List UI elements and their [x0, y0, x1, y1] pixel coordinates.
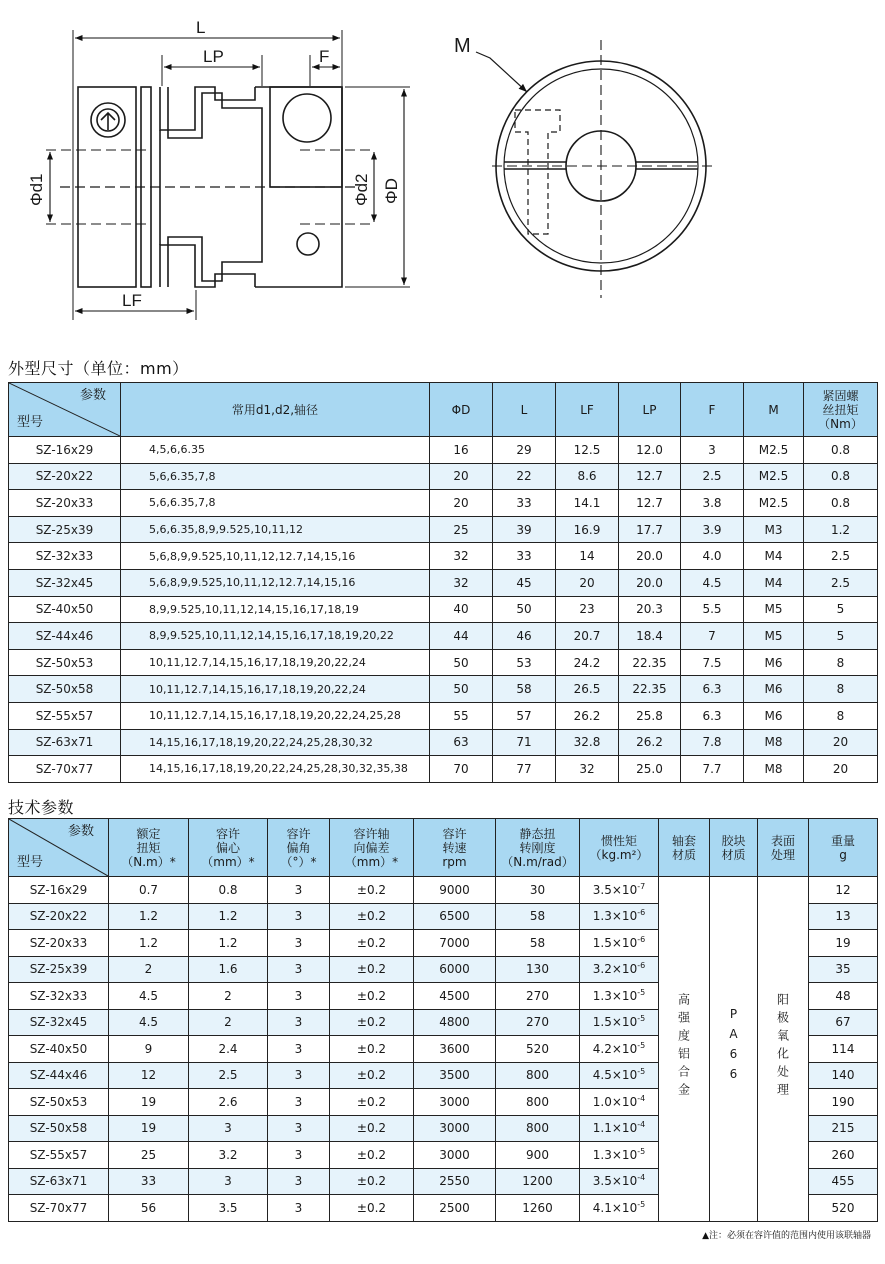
value-cell: 20	[430, 490, 493, 517]
value-cell: 6.3	[681, 676, 744, 703]
value-cell: 0.7	[109, 877, 189, 904]
shaft-diameters-cell: 14,15,16,17,18,19,20,22,24,25,28,30,32	[121, 729, 430, 756]
value-cell: 32	[556, 756, 619, 783]
value-cell: 520	[496, 1036, 580, 1063]
value-cell: 3.2	[189, 1142, 268, 1169]
value-cell: 14.1	[556, 490, 619, 517]
value-cell: 46	[493, 623, 556, 650]
value-cell: 32	[430, 543, 493, 570]
value-cell: 26.2	[556, 702, 619, 729]
value-cell: 3.8	[681, 490, 744, 517]
tech-params-table	[8, 818, 878, 1222]
value-cell: 58	[493, 676, 556, 703]
header-static-stiffness: 静态扭 转刚度 （N.m/rad）	[496, 819, 580, 877]
value-cell: M8	[744, 729, 804, 756]
model-cell: SZ-20x33	[9, 490, 121, 517]
value-cell: M5	[744, 596, 804, 623]
value-cell: 3600	[414, 1036, 496, 1063]
value-cell: 6000	[414, 956, 496, 983]
value-cell: 4800	[414, 1009, 496, 1036]
dimensions-table	[8, 382, 878, 783]
value-cell: 5	[804, 623, 878, 650]
model-cell: SZ-40x50	[9, 1036, 109, 1063]
value-cell: 3	[268, 903, 330, 930]
dimensions-table-title: 外型尺寸（单位：mm）	[8, 359, 189, 378]
weight-cell: 12	[809, 877, 878, 904]
value-cell: 1.2	[804, 516, 878, 543]
weight-cell: 19	[809, 930, 878, 957]
value-cell: 3	[268, 956, 330, 983]
value-cell: 17.7	[619, 516, 681, 543]
inertia-cell: $1.3\times 10^{-5}$	[580, 983, 659, 1010]
hidden-screw	[515, 110, 560, 234]
value-cell: 2.4	[189, 1036, 268, 1063]
weight-cell: 48	[809, 983, 878, 1010]
value-cell: 20	[430, 463, 493, 490]
value-cell: 70	[430, 756, 493, 783]
shaft-diameters-cell: 5,6,6.35,7,8	[121, 463, 430, 490]
value-cell: 2.6	[189, 1089, 268, 1116]
label-d2: Φd2	[352, 173, 371, 206]
value-cell: 2.5	[804, 569, 878, 596]
value-cell: 3.5	[189, 1195, 268, 1222]
value-cell: ±0.2	[330, 930, 414, 957]
value-cell: M2.5	[744, 437, 804, 464]
value-cell: 1.2	[109, 930, 189, 957]
value-cell: M4	[744, 569, 804, 596]
shaft-diameters-cell: 8,9,9.525,10,11,12,14,15,16,17,18,19	[121, 596, 430, 623]
model-cell: SZ-25x39	[9, 956, 109, 983]
usage-footnote: ▲注：必须在容许值的范围内使用该联轴器	[702, 1231, 871, 1241]
model-cell: SZ-20x22	[9, 463, 121, 490]
value-cell: 57	[493, 702, 556, 729]
inertia-cell: $1.5\times 10^{-5}$	[580, 1009, 659, 1036]
model-cell: SZ-32x33	[9, 983, 109, 1010]
model-cell: SZ-70x77	[9, 1195, 109, 1222]
value-cell: 7000	[414, 930, 496, 957]
value-cell: 2	[109, 956, 189, 983]
inertia-cell: $1.1\times 10^{-4}$	[580, 1115, 659, 1142]
value-cell: 6500	[414, 903, 496, 930]
value-cell: 3000	[414, 1115, 496, 1142]
header-M: M	[744, 383, 804, 437]
value-cell: 7.7	[681, 756, 744, 783]
value-cell: 20	[556, 569, 619, 596]
label-L: L	[196, 18, 206, 37]
value-cell: 20.3	[619, 596, 681, 623]
header-weight: 重量 g	[809, 819, 878, 877]
value-cell: ±0.2	[330, 1168, 414, 1195]
table-row	[9, 649, 878, 676]
value-cell: 800	[496, 1089, 580, 1116]
value-cell: 1200	[496, 1168, 580, 1195]
weight-cell: 260	[809, 1142, 878, 1169]
value-cell: 2500	[414, 1195, 496, 1222]
value-cell: ±0.2	[330, 983, 414, 1010]
value-cell: 9	[109, 1036, 189, 1063]
model-cell: SZ-50x58	[9, 676, 121, 703]
value-cell: 2550	[414, 1168, 496, 1195]
weight-cell: 35	[809, 956, 878, 983]
table-row	[9, 756, 878, 783]
table-row	[9, 729, 878, 756]
value-cell: M6	[744, 702, 804, 729]
sleeve-material-cell: 高强度铝合金	[659, 877, 710, 1222]
header-allowed-angle: 容许 偏角 （°）*	[268, 819, 330, 877]
value-cell: 1.6	[189, 956, 268, 983]
header-block-material: 胶块 材质	[710, 819, 758, 877]
model-cell: SZ-50x53	[9, 1089, 109, 1116]
value-cell: 20	[804, 729, 878, 756]
value-cell: 71	[493, 729, 556, 756]
value-cell: ±0.2	[330, 1089, 414, 1116]
model-cell: SZ-55x57	[9, 702, 121, 729]
surface-treatment-cell: 阳极氧化处理	[758, 877, 809, 1222]
weight-cell: 67	[809, 1009, 878, 1036]
value-cell: 0.8	[804, 490, 878, 517]
dimension-lines	[50, 38, 404, 311]
value-cell: 7.5	[681, 649, 744, 676]
set-screw-hole	[297, 233, 319, 255]
value-cell: 53	[493, 649, 556, 676]
model-cell: SZ-70x77	[9, 756, 121, 783]
value-cell: 3	[268, 1168, 330, 1195]
value-cell: M2.5	[744, 490, 804, 517]
value-cell: 12.5	[556, 437, 619, 464]
value-cell: M5	[744, 623, 804, 650]
value-cell: ±0.2	[330, 1142, 414, 1169]
value-cell: 3	[268, 877, 330, 904]
table-row	[9, 490, 878, 517]
value-cell: 19	[109, 1115, 189, 1142]
header-F: F	[681, 383, 744, 437]
header-D: ΦD	[430, 383, 493, 437]
value-cell: 22.35	[619, 649, 681, 676]
value-cell: 9000	[414, 877, 496, 904]
header-screw-torque: 紧固螺 丝扭矩 （Nm）	[804, 383, 878, 437]
value-cell: 50	[430, 649, 493, 676]
value-cell: 25.0	[619, 756, 681, 783]
value-cell: 2	[189, 1009, 268, 1036]
value-cell: 45	[493, 569, 556, 596]
value-cell: 3	[268, 1089, 330, 1116]
label-d1: Φd1	[27, 173, 46, 206]
value-cell: 20.7	[556, 623, 619, 650]
shaft-diameters-cell: 8,9,9.525,10,11,12,14,15,16,17,18,19,20,22	[121, 623, 430, 650]
model-cell: SZ-44x46	[9, 623, 121, 650]
right-hub-clamp	[270, 87, 342, 187]
value-cell: 6.3	[681, 702, 744, 729]
value-cell: 19	[109, 1089, 189, 1116]
value-cell: 58	[496, 903, 580, 930]
value-cell: 12.7	[619, 463, 681, 490]
weight-cell: 455	[809, 1168, 878, 1195]
model-cell: SZ-50x58	[9, 1115, 109, 1142]
corner-param-label: 参数	[67, 824, 94, 839]
corner-param-label: 参数	[79, 388, 106, 403]
inertia-cell: $1.3\times 10^{-6}$	[580, 903, 659, 930]
shaft-diameters-cell: 4,5,6,6.35	[121, 437, 430, 464]
value-cell: 26.2	[619, 729, 681, 756]
value-cell: 4500	[414, 983, 496, 1010]
value-cell: 0.8	[189, 877, 268, 904]
value-cell: 3000	[414, 1089, 496, 1116]
weight-cell: 140	[809, 1062, 878, 1089]
header-allowed-axial: 容许轴 向偏差 （mm）*	[330, 819, 414, 877]
end-view	[476, 40, 716, 298]
weight-cell: 520	[809, 1195, 878, 1222]
value-cell: M2.5	[744, 463, 804, 490]
value-cell: 40	[430, 596, 493, 623]
value-cell: 44	[430, 623, 493, 650]
model-cell: SZ-63x71	[9, 729, 121, 756]
value-cell: 0.8	[804, 463, 878, 490]
value-cell: 3	[268, 1062, 330, 1089]
value-cell: M8	[744, 756, 804, 783]
model-cell: SZ-40x50	[9, 596, 121, 623]
table-row	[9, 437, 878, 464]
table-row	[9, 702, 878, 729]
value-cell: 5	[804, 596, 878, 623]
tech-params-table-title: 技术参数	[8, 798, 75, 817]
shaft-diameters-cell: 14,15,16,17,18,19,20,22,24,25,28,30,32,35,38	[121, 756, 430, 783]
value-cell: 3	[189, 1168, 268, 1195]
table-row	[9, 623, 878, 650]
value-cell: 12	[109, 1062, 189, 1089]
corner-model-label: 型号	[17, 415, 44, 430]
model-cell: SZ-63x71	[9, 1168, 109, 1195]
value-cell: 1260	[496, 1195, 580, 1222]
value-cell: 3.9	[681, 516, 744, 543]
shaft-diameters-cell: 10,11,12.7,14,15,16,17,18,19,20,22,24,25,28	[121, 702, 430, 729]
table2-header-row	[9, 819, 878, 877]
label-D: ΦD	[382, 178, 401, 204]
value-cell: 5.5	[681, 596, 744, 623]
header-allowed-eccentricity: 容许 偏心 （mm）*	[189, 819, 268, 877]
inertia-cell: $3.2\times 10^{-6}$	[580, 956, 659, 983]
value-cell: 63	[430, 729, 493, 756]
value-cell: 3	[268, 1009, 330, 1036]
inertia-cell: $4.2\times 10^{-5}$	[580, 1036, 659, 1063]
value-cell: 3000	[414, 1142, 496, 1169]
block-material-cell: PA66	[710, 877, 758, 1222]
value-cell: 2	[189, 983, 268, 1010]
value-cell: 3	[268, 1142, 330, 1169]
model-cell: SZ-32x45	[9, 1009, 109, 1036]
value-cell: 58	[496, 930, 580, 957]
value-cell: 270	[496, 983, 580, 1010]
model-cell: SZ-55x57	[9, 1142, 109, 1169]
value-cell: 26.5	[556, 676, 619, 703]
value-cell: M3	[744, 516, 804, 543]
value-cell: 20	[804, 756, 878, 783]
value-cell: ±0.2	[330, 1195, 414, 1222]
value-cell: M6	[744, 649, 804, 676]
table1-header-row	[9, 383, 878, 437]
header-surface-treatment: 表面 处理	[758, 819, 809, 877]
weight-cell: 190	[809, 1089, 878, 1116]
table-row	[9, 516, 878, 543]
header-allowed-speed: 容许 转速 rpm	[414, 819, 496, 877]
value-cell: 900	[496, 1142, 580, 1169]
shaft-diameters-cell: 5,6,6.35,8,9,9.525,10,11,12	[121, 516, 430, 543]
value-cell: 0.8	[804, 437, 878, 464]
inertia-cell: $1.5\times 10^{-6}$	[580, 930, 659, 957]
coupling-technical-drawing	[0, 0, 885, 340]
value-cell: 1.2	[189, 930, 268, 957]
model-cell: SZ-20x22	[9, 903, 109, 930]
table-row	[9, 543, 878, 570]
value-cell: ±0.2	[330, 956, 414, 983]
value-cell: 8.6	[556, 463, 619, 490]
value-cell: 3	[268, 1195, 330, 1222]
header-shaft-diameters: 常用d1,d2,轴径	[121, 383, 430, 437]
inertia-cell: $1.0\times 10^{-4}$	[580, 1089, 659, 1116]
value-cell: 2.5	[189, 1062, 268, 1089]
value-cell: 55	[430, 702, 493, 729]
shaft-diameters-cell: 5,6,8,9,9.525,10,11,12,12.7,14,15,16	[121, 569, 430, 596]
value-cell: 3500	[414, 1062, 496, 1089]
value-cell: 800	[496, 1115, 580, 1142]
value-cell: 77	[493, 756, 556, 783]
value-cell: M6	[744, 676, 804, 703]
value-cell: 2.5	[804, 543, 878, 570]
weight-cell: 215	[809, 1115, 878, 1142]
value-cell: 3	[681, 437, 744, 464]
value-cell: 12.7	[619, 490, 681, 517]
value-cell: 3	[268, 983, 330, 1010]
value-cell: 22.35	[619, 676, 681, 703]
clamp-screw-hole	[283, 94, 331, 142]
value-cell: ±0.2	[330, 1062, 414, 1089]
model-cell: SZ-44x46	[9, 1062, 109, 1089]
model-cell: SZ-16x29	[9, 877, 109, 904]
value-cell: 24.2	[556, 649, 619, 676]
value-cell: 4.5	[681, 569, 744, 596]
label-LF: LF	[122, 291, 142, 310]
model-cell: SZ-50x53	[9, 649, 121, 676]
model-cell: SZ-20x33	[9, 930, 109, 957]
inertia-cell: $3.5\times 10^{-7}$	[580, 877, 659, 904]
value-cell: ±0.2	[330, 1115, 414, 1142]
table2-corner-cell	[9, 819, 109, 877]
shaft-diameters-cell: 5,6,6.35,7,8	[121, 490, 430, 517]
corner-model-label: 型号	[17, 855, 44, 870]
value-cell: 3	[268, 1115, 330, 1142]
header-inertia: 惯性矩 （kg.m²）	[580, 819, 659, 877]
label-LP: LP	[203, 47, 224, 66]
value-cell: 33	[493, 490, 556, 517]
table-row	[9, 676, 878, 703]
inertia-cell: $4.5\times 10^{-5}$	[580, 1062, 659, 1089]
value-cell: 130	[496, 956, 580, 983]
value-cell: 22	[493, 463, 556, 490]
shaft-diameters-cell: 10,11,12.7,14,15,16,17,18,19,20,22,24	[121, 676, 430, 703]
value-cell: 2.5	[681, 463, 744, 490]
value-cell: 25	[430, 516, 493, 543]
value-cell: 16	[430, 437, 493, 464]
inertia-cell: $4.1\times 10^{-5}$	[580, 1195, 659, 1222]
table-row	[9, 877, 878, 904]
value-cell: 4.5	[109, 983, 189, 1010]
header-LF: LF	[556, 383, 619, 437]
value-cell: 33	[493, 543, 556, 570]
value-cell: ±0.2	[330, 903, 414, 930]
value-cell: 3	[189, 1115, 268, 1142]
model-cell: SZ-16x29	[9, 437, 121, 464]
value-cell: 39	[493, 516, 556, 543]
value-cell: 50	[430, 676, 493, 703]
value-cell: 270	[496, 1009, 580, 1036]
value-cell: 4.5	[109, 1009, 189, 1036]
value-cell: 8	[804, 702, 878, 729]
value-cell: 8	[804, 649, 878, 676]
value-cell: 3	[268, 1036, 330, 1063]
value-cell: 1.2	[109, 903, 189, 930]
value-cell: 4.0	[681, 543, 744, 570]
table1-corner-cell	[9, 383, 121, 437]
header-rated-torque: 额定 扭矩 （N.m）*	[109, 819, 189, 877]
label-F: F	[319, 47, 330, 66]
table-row	[9, 463, 878, 490]
value-cell: ±0.2	[330, 1009, 414, 1036]
header-sleeve-material: 轴套 材质	[659, 819, 710, 877]
value-cell: 3	[268, 930, 330, 957]
value-cell: 7	[681, 623, 744, 650]
value-cell: 16.9	[556, 516, 619, 543]
value-cell: 8	[804, 676, 878, 703]
value-cell: 20.0	[619, 543, 681, 570]
value-cell: 14	[556, 543, 619, 570]
value-cell: 23	[556, 596, 619, 623]
model-cell: SZ-32x33	[9, 543, 121, 570]
value-cell: ±0.2	[330, 877, 414, 904]
value-cell: 7.8	[681, 729, 744, 756]
inertia-cell: $3.5\times 10^{-4}$	[580, 1168, 659, 1195]
inertia-cell: $1.3\times 10^{-5}$	[580, 1142, 659, 1169]
table-row	[9, 569, 878, 596]
value-cell: 50	[493, 596, 556, 623]
value-cell: 32	[430, 569, 493, 596]
value-cell: 29	[493, 437, 556, 464]
value-cell: M4	[744, 543, 804, 570]
shaft-diameters-cell: 5,6,8,9,9.525,10,11,12,12.7,14,15,16	[121, 543, 430, 570]
value-cell: 32.8	[556, 729, 619, 756]
value-cell: 12.0	[619, 437, 681, 464]
table-row	[9, 596, 878, 623]
value-cell: ±0.2	[330, 1036, 414, 1063]
value-cell: 25.8	[619, 702, 681, 729]
value-cell: 800	[496, 1062, 580, 1089]
header-LP: LP	[619, 383, 681, 437]
header-L: L	[493, 383, 556, 437]
value-cell: 56	[109, 1195, 189, 1222]
value-cell: 30	[496, 877, 580, 904]
weight-cell: 13	[809, 903, 878, 930]
value-cell: 18.4	[619, 623, 681, 650]
value-cell: 20.0	[619, 569, 681, 596]
weight-cell: 114	[809, 1036, 878, 1063]
shaft-diameters-cell: 10,11,12.7,14,15,16,17,18,19,20,22,24	[121, 649, 430, 676]
label-M: M	[454, 35, 471, 57]
model-cell: SZ-25x39	[9, 516, 121, 543]
value-cell: 25	[109, 1142, 189, 1169]
model-cell: SZ-32x45	[9, 569, 121, 596]
value-cell: 33	[109, 1168, 189, 1195]
value-cell: 1.2	[189, 903, 268, 930]
